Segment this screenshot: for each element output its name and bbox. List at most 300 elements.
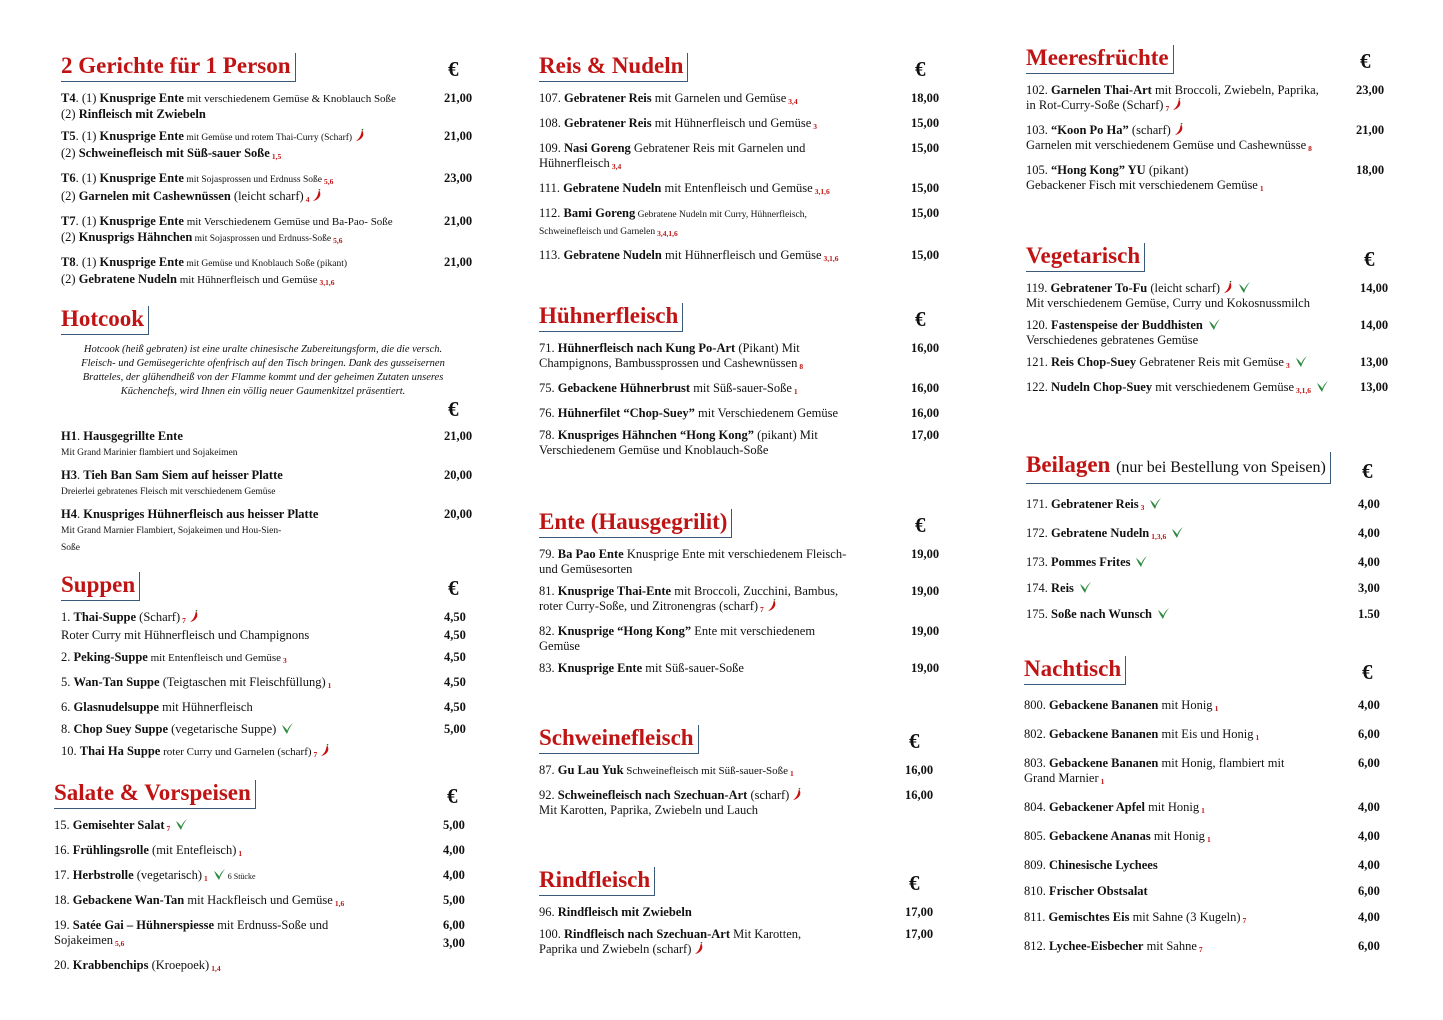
section-title: Nachtisch: [1024, 656, 1126, 685]
menu-item-description: [54, 868, 439, 886]
menu-item-description: [539, 381, 907, 399]
price-column-currency: €: [1360, 49, 1371, 73]
dish-text: mit Sojasprossen und Erdnuss-Soße: [192, 234, 332, 244]
menu-section-beilagen: [1026, 452, 1398, 622]
allergen-code: 3,1,6: [823, 254, 839, 263]
dish-text: Schweinefleisch und Garnelen: [539, 227, 656, 237]
dish-text: Schweinefleisch mit Süß-sauer-Soße: [623, 765, 788, 777]
dish-text: (pikant): [1145, 163, 1189, 177]
allergen-code: 8: [1308, 144, 1312, 153]
menu-item-price: 4,00: [1358, 526, 1380, 540]
dish-name: Knusprige Ente: [99, 91, 184, 105]
dish-name: Soße nach Wunsch: [1051, 607, 1152, 621]
dish-text: (scharf): [747, 788, 790, 802]
menu-item-line: [61, 483, 440, 500]
menu-item-line: [1026, 607, 1354, 622]
menu-item-line: [61, 675, 440, 693]
menu-item-price: 15,00: [911, 181, 940, 195]
dish-text: 6 Stücke: [225, 872, 256, 881]
menu-item-description: [61, 171, 440, 207]
dish-text: 10.: [61, 744, 80, 758]
menu-item-line: [539, 443, 907, 458]
dish-name: Gebratene Nudeln: [1051, 526, 1150, 540]
menu-item: [1024, 858, 1398, 873]
menu-item-line: [61, 522, 440, 539]
dish-name: Reis: [1051, 581, 1074, 595]
allergen-code: 3,1,6: [1296, 386, 1312, 395]
dish-name: Schweinefleisch nach Szechuan-Art: [557, 788, 748, 802]
menu-item-line: [539, 624, 907, 639]
menu-item-price: 13,00: [1360, 380, 1389, 394]
menu-item-line: [539, 927, 901, 942]
menu-section-gerichte: [61, 50, 481, 290]
menu-item-line: [1024, 858, 1354, 873]
menu-item-line: [1024, 756, 1354, 771]
dish-text: (vegetarische Suppe): [168, 722, 277, 736]
menu-item-line: [61, 429, 440, 444]
dish-name: Gebratener To-Fu: [1050, 281, 1148, 295]
menu-item-line: [1024, 727, 1354, 745]
allergen-code: 3: [1140, 503, 1145, 512]
dish-text: und Gemüsesorten: [539, 562, 633, 576]
dish-name: Gebratener Reis: [564, 116, 652, 130]
menu-item-description: [1026, 380, 1356, 398]
dish-text: . (1): [75, 214, 100, 228]
menu-item-price: 15,00: [911, 141, 940, 155]
menu-item-line: [1026, 526, 1354, 544]
price-column-currency: €: [1362, 660, 1373, 684]
dish-text: (leicht scharf): [230, 189, 304, 203]
menu-item-line: [61, 468, 440, 483]
menu-item: [1024, 800, 1398, 818]
menu-item-line: [1024, 771, 1354, 789]
allergen-code: 1,5: [271, 152, 282, 161]
menu-item-description: [1026, 497, 1354, 515]
dish-text: (pikant) Mit: [753, 428, 818, 442]
dish-name: Frühlingsrolle: [72, 843, 149, 857]
dish-name: Bami Goreng: [563, 206, 636, 220]
dish-text: roter Curry und Garnelen (scharf): [160, 746, 312, 758]
dish-name: Gebackene Bananen: [1049, 698, 1159, 712]
veggie-leaf-icon: [1078, 581, 1092, 594]
dish-text: mit Broccoli, Zwiebeln, Paprika,: [1151, 83, 1319, 97]
dish-text: 108.: [539, 116, 564, 130]
price-column-currency: €: [909, 871, 920, 895]
menu-item-price: 15,00: [911, 248, 940, 262]
menu-item: [61, 91, 481, 122]
dish-text: 79.: [539, 547, 558, 561]
dish-text: mit Gemüse und rotem Thai-Curry (Scharf): [183, 133, 353, 143]
dish-name: Thai Ha Suppe: [79, 744, 161, 758]
menu-item: [539, 248, 949, 266]
veggie-leaf-icon: [1134, 555, 1148, 568]
dish-name: Gebackene Hühnerbrust: [557, 381, 691, 395]
allergen-code: 1: [1100, 777, 1105, 786]
menu-item-price: 3,00: [443, 936, 465, 950]
dish-text: (scharf): [1128, 123, 1171, 137]
menu-item: [61, 507, 481, 556]
dish-name: Knusprigs Hähnchen: [78, 230, 193, 244]
dish-text: Gebackener Fisch mit verschiedenem Gemüse: [1026, 178, 1258, 192]
menu-item-description: [539, 927, 901, 957]
dish-name: Rinfleisch mit Zwiebeln: [78, 107, 206, 121]
allergen-code: 1,3,6: [1151, 532, 1167, 541]
menu-item: [1024, 910, 1398, 928]
menu-item-price: 4,50: [444, 675, 466, 689]
dish-text: (2): [61, 272, 79, 286]
dish-text: mit Erdnuss-Soße und: [214, 918, 329, 932]
menu-item-description: [539, 905, 901, 920]
dish-text: Gebratene Nudeln mit Curry, Hühnerfleisch,: [635, 210, 807, 220]
menu-item-description: [61, 650, 440, 668]
menu-item-description: [1026, 123, 1352, 156]
allergen-code: 7: [760, 605, 764, 614]
menu-item-line: [539, 788, 901, 803]
menu-item-line: [61, 272, 440, 290]
menu-item-description: [61, 722, 440, 737]
dish-text: 87.: [539, 763, 558, 777]
dish-name: T6: [61, 171, 76, 185]
menu-section-meer: [1026, 42, 1398, 196]
menu-item: [539, 428, 949, 458]
allergen-code: 1: [238, 849, 243, 858]
section-title: Meeresfrüchte: [1026, 45, 1174, 74]
allergen-code: 3,4: [611, 162, 622, 171]
menu-item-description: [61, 507, 440, 556]
dish-text: mit Honig: [1158, 698, 1213, 712]
menu-item-price: 6,00: [1358, 884, 1380, 898]
section-title: Hühnerfleisch: [539, 303, 683, 332]
menu-item: [61, 650, 481, 668]
dish-text: mit Süß-sauer-Soße: [690, 381, 792, 395]
menu-item-description: [61, 91, 440, 122]
menu-item-description: [539, 661, 907, 676]
menu-item-description: [54, 958, 439, 976]
menu-item-line: [539, 547, 907, 562]
menu-item: [539, 381, 949, 399]
menu-item-line: [54, 958, 439, 976]
allergen-code: 7: [1165, 104, 1170, 113]
chili-icon: [767, 599, 777, 612]
menu-item-line: [1024, 884, 1354, 899]
menu-item-line: [539, 181, 907, 199]
menu-item-line: [61, 507, 440, 522]
allergen-code: 3,1,6: [319, 278, 335, 287]
dish-name: Krabbenchips: [72, 958, 149, 972]
dish-text: 109.: [539, 141, 564, 155]
dish-name: Knuspriges Hähnchen “Hong Kong”: [557, 428, 754, 442]
allergen-code: 7: [182, 616, 186, 625]
menu-item-price: 6,00: [1358, 727, 1380, 741]
price-column-currency: €: [915, 57, 926, 81]
dish-name: Knusprige “Hong Kong”: [557, 624, 692, 638]
chili-icon: [792, 788, 802, 801]
dish-text: mit Hühnerfleisch: [158, 700, 253, 714]
dish-text: (Teigtaschen mit Fleischfüllung): [159, 675, 326, 689]
dish-text: mit Sojasprossen und Erdnuss Soße: [183, 175, 322, 185]
dish-name: Lychee-Eisbecher: [1049, 939, 1144, 953]
menu-item: [1026, 607, 1398, 622]
menu-item-description: [61, 675, 440, 693]
menu-item: [1026, 163, 1398, 196]
veggie-leaf-icon: [1148, 497, 1162, 510]
menu-item: [539, 661, 949, 676]
menu-item-description: [54, 843, 439, 861]
menu-item-description: [1026, 83, 1352, 116]
menu-item-price: 16,00: [911, 341, 940, 355]
section-subtitle: (nur bei Bestellung von Speisen): [1116, 459, 1326, 476]
menu-item-price: 23,00: [444, 171, 473, 185]
dish-text: Gemüse: [539, 639, 580, 653]
menu-item-price: 18,00: [1356, 163, 1385, 177]
menu-item-description: [539, 584, 907, 617]
menu-item-price: 21,00: [444, 214, 473, 228]
menu-item-description: [54, 918, 439, 951]
dish-text: .: [76, 429, 84, 443]
dish-text: 809.: [1024, 858, 1049, 872]
menu-item-line: [61, 189, 440, 207]
dish-name: Herbstrolle: [72, 868, 134, 882]
menu-item-description: [61, 129, 440, 164]
menu-item-line: [539, 406, 907, 421]
menu-item: [54, 918, 481, 951]
section-header: [1026, 452, 1398, 486]
menu-item-line: [1026, 380, 1356, 398]
allergen-code: 7: [166, 824, 171, 833]
menu-item-line: [539, 942, 901, 957]
dish-text: 78.: [539, 428, 558, 442]
price-column-currency: €: [1364, 247, 1375, 271]
menu-section-rind: [539, 864, 949, 957]
allergen-code: 3,1,6: [814, 187, 830, 196]
price-column-currency: €: [447, 784, 458, 808]
menu-item: [61, 214, 481, 248]
menu-item: [61, 255, 481, 290]
allergen-code: 3,4,1,6: [657, 229, 678, 238]
section-header: [1026, 240, 1398, 274]
dish-text: 2.: [61, 650, 74, 664]
price-column-currency: €: [448, 57, 459, 81]
dish-text: mit Hühnerfleisch und Gemüse: [176, 274, 318, 286]
allergen-code: 1: [1259, 184, 1264, 193]
allergen-code: 1: [1255, 733, 1260, 742]
menu-item-line: [61, 129, 440, 146]
dish-name: Garnelen mit Cashewnüssen: [78, 189, 231, 203]
allergen-code: 1: [204, 874, 208, 883]
chili-icon: [1172, 98, 1182, 111]
menu-item-description: [539, 341, 907, 374]
menu-item-price: 1.50: [1358, 607, 1380, 621]
dish-text: 92.: [539, 788, 558, 802]
dish-text: 76.: [539, 406, 558, 420]
veggie-leaf-icon: [1170, 526, 1184, 539]
menu-item-description: [1024, 884, 1354, 899]
dish-name: Gebackene Wan-Tan: [72, 893, 185, 907]
dish-name: Schweinefleisch mit Süß-sauer Soße: [78, 146, 270, 160]
menu-item: [1026, 355, 1398, 373]
menu-item-description: [539, 428, 907, 458]
menu-item: [539, 905, 949, 920]
dish-name: T4: [61, 91, 76, 105]
menu-item-price: 21,00: [444, 91, 473, 105]
price-column-currency: €: [1362, 459, 1373, 483]
dish-text: (mit Entefleisch): [148, 843, 237, 857]
dish-name: Glasnudelsuppe: [73, 700, 159, 714]
menu-item-line: [1024, 939, 1354, 957]
menu-item-price: 15,00: [911, 116, 940, 130]
dish-text: mit Verschiedenem Gemüse: [694, 406, 839, 420]
dish-text: 122.: [1026, 380, 1051, 394]
allergen-code: 3,4: [788, 97, 798, 106]
menu-item-description: [1024, 858, 1354, 873]
dish-name: Gemischtes Eis: [1048, 910, 1130, 924]
menu-item-description: [539, 406, 907, 421]
menu-item-line: [539, 156, 907, 174]
menu-item-description: [539, 547, 907, 577]
dish-text: Mit verschiedenem Gemüse, Curry und Kokosnussmilch: [1026, 296, 1310, 310]
menu-item-line: [1026, 333, 1356, 348]
menu-section-hotcook: [61, 303, 481, 556]
dish-name: Knusprige Ente: [99, 129, 184, 143]
dish-text: 803.: [1024, 756, 1049, 770]
section-title: 2 Gerichte für 1 Person: [61, 53, 296, 82]
allergen-code: 8: [799, 362, 804, 371]
menu-item-line: [539, 763, 901, 781]
menu-item-price: 18,00: [911, 91, 940, 105]
dish-name: Knusprige Ente: [557, 661, 643, 675]
allergen-code: 1: [1206, 835, 1211, 844]
menu-section-suppen: [61, 569, 481, 762]
dish-name: Gebratener Reis: [564, 91, 652, 105]
menu-item-line: [1024, 910, 1354, 928]
menu-item-price: 16,00: [905, 763, 934, 777]
menu-item-line: [539, 661, 907, 676]
menu-item-price: 15,00: [911, 206, 940, 220]
dish-text: (2): [61, 230, 79, 244]
menu-item: [1026, 281, 1398, 311]
dish-text: 71.: [539, 341, 558, 355]
dish-name: T7: [61, 214, 76, 228]
dish-name: Gebratene Nudeln: [563, 248, 662, 262]
dish-text: Mit Grand Marnier Flambiert, Sojakeimen und Hou-Sien-: [61, 526, 282, 536]
veggie-leaf-icon: [1237, 281, 1251, 294]
menu-item-description: [1026, 607, 1354, 622]
menu-item-price: 6,00: [443, 918, 465, 932]
menu-item-price: 6,00: [1358, 939, 1380, 953]
dish-text: mit Entenfleisch und Gemüse: [147, 652, 282, 664]
dish-text: 6.: [61, 700, 74, 714]
veggie-leaf-icon: [1294, 355, 1308, 368]
menu-item-line: [1026, 83, 1352, 98]
dish-text: Paprika und Zwiebeln (scharf): [539, 942, 692, 956]
dish-name: Gebratene Nudeln: [563, 181, 662, 195]
dish-text: . (1): [75, 91, 100, 105]
menu-item-line: [1026, 296, 1356, 311]
menu-item-price: 4,50: [444, 628, 466, 642]
menu-item-description: [539, 181, 907, 199]
dish-text: Garnelen mit verschiedenem Gemüse und Cashewnüsse: [1026, 138, 1307, 152]
chili-icon: [1174, 123, 1184, 136]
dish-text: 105.: [1026, 163, 1051, 177]
dish-text: Hühnerfleisch: [539, 156, 610, 170]
menu-item-description: [1026, 555, 1354, 570]
dish-text: mit Sahne: [1143, 939, 1197, 953]
menu-item-line: [1026, 98, 1352, 116]
dish-text: 103.: [1026, 123, 1051, 137]
menu-item-line: [1026, 497, 1354, 515]
allergen-code: 1,4: [211, 964, 221, 973]
menu-item: [1026, 581, 1398, 596]
dish-text: 82.: [539, 624, 558, 638]
menu-item-line: [539, 599, 907, 617]
menu-item: [1024, 727, 1398, 745]
dish-name: “Hong Kong” YU: [1051, 163, 1146, 177]
menu-item-line: [539, 356, 907, 374]
menu-item-price: 19,00: [911, 624, 940, 638]
chili-icon: [355, 129, 365, 142]
section-title: Salate & Vorspeisen: [54, 780, 256, 809]
menu-item-line: [61, 230, 440, 248]
menu-item-price: 4,00: [443, 843, 465, 857]
menu-item-description: [1026, 281, 1356, 311]
menu-item: [54, 843, 481, 861]
dish-name: Gebratener Reis: [1051, 497, 1139, 511]
menu-item-line: [539, 905, 901, 920]
menu-item-price: 4,00: [1358, 858, 1380, 872]
menu-item-line: [54, 818, 439, 836]
menu-item: [1026, 526, 1398, 544]
dish-text: 172.: [1026, 526, 1051, 540]
menu-item-price: 20,00: [444, 468, 473, 482]
menu-item-line: [61, 539, 440, 556]
allergen-code: 7: [1198, 945, 1203, 954]
dish-name: Rindfleisch nach Szechuan-Art: [564, 927, 730, 941]
menu-item-description: [61, 610, 440, 643]
menu-item-price: 4,50: [444, 650, 466, 664]
menu-item: [1026, 83, 1398, 116]
dish-name: Frischer Obstsalat: [1049, 884, 1148, 898]
section-header: [539, 722, 949, 756]
menu-item-description: [539, 206, 907, 241]
veggie-leaf-icon: [280, 722, 294, 735]
dish-text: roter Curry-Soße, und Zitronengras (scharf): [539, 599, 759, 613]
dish-text: Grand Marnier: [1024, 771, 1099, 785]
menu-item-line: [1026, 178, 1352, 196]
menu-item: [1024, 939, 1398, 957]
menu-item: [61, 610, 481, 643]
dish-name: Knusprige Ente: [99, 171, 184, 185]
menu-item: [61, 171, 481, 207]
dish-text: (Pikant) Mit: [735, 341, 800, 355]
dish-text: 81.: [539, 584, 558, 598]
dish-name: Fastenspeise der Buddhisten: [1051, 318, 1203, 332]
menu-item-description: [1024, 829, 1354, 847]
veggie-leaf-icon: [174, 818, 188, 831]
dish-text: Roter Curry mit Hühnerfleisch und Champignons: [61, 628, 310, 642]
dish-name: Hühnerfleisch nach Kung Po-Art: [557, 341, 736, 355]
section-header: [61, 569, 481, 603]
dish-name: Nasi Goreng: [564, 141, 631, 155]
dish-text: Verschiedenem Gemüse und Knoblauch-Soße: [539, 443, 769, 457]
menu-item-line: [539, 223, 907, 241]
menu-item-price: 4,00: [1358, 910, 1380, 924]
dish-text: mit Hackfleisch und Gemüse: [184, 893, 333, 907]
menu-item-description: [1026, 526, 1354, 544]
dish-name: Knusprige Ente: [99, 255, 184, 269]
allergen-code: 5,6: [115, 939, 125, 948]
dish-text: 96.: [539, 905, 558, 919]
menu-item-line: [1026, 123, 1352, 138]
